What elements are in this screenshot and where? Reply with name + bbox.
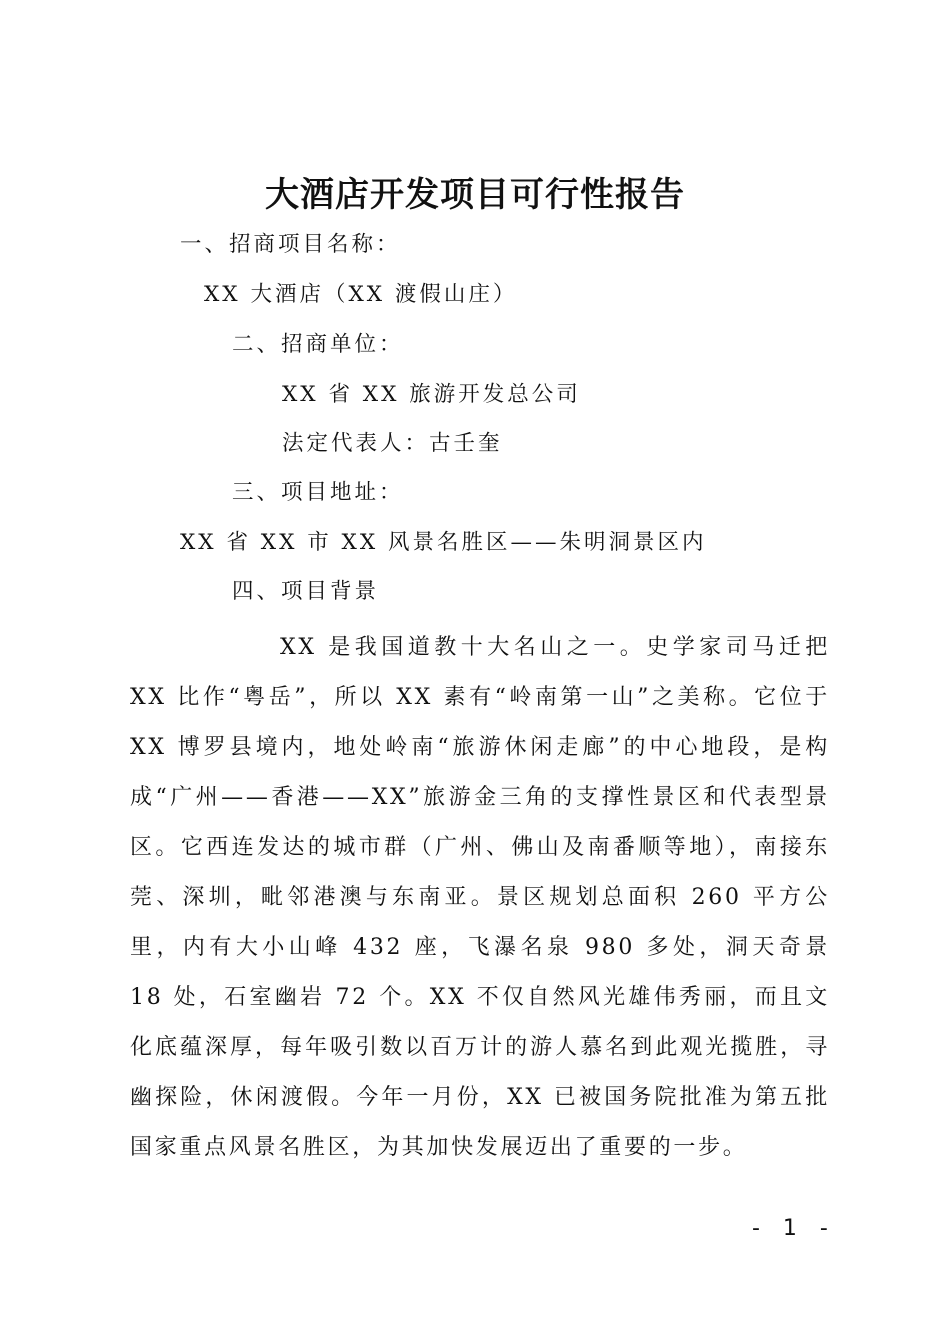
- background-paragraph: XX 是我国道教十大名山之一。史学家司马迁把 XX 比作“粤岳”，所以 XX 素有“岭南第一山”之美称。它位于 XX 博罗县境内，地处岭南“旅游休闲走廊”的中心地段，是构成“广州——香港——XX”旅游金三角的支撑性景区和代表型景区。它西连发达的城市群（广州、佛山及南番顺等地），南接东莞、深圳，毗邻港澳与东南亚。景区规划总面积 260 平方公里，内有大小山峰 432 座，飞瀑名泉 980 多处，洞天奇景 18 处，石室幽岩 72 个。XX 不仅自然风光雄伟秀丽，而且文化底蕴深厚，每年吸引数以百万计的游人慕名到此观光揽胜，寻幽探险，休闲渡假。今年一月份，XX 已被国务院批准为第五批国家重点风景名胜区，为其加快发展迈出了重要的一步。: [130, 635, 830, 1160]
- project-name: XX 大酒店（XX 渡假山庄）: [204, 282, 518, 307]
- legal-representative: 法定代表人：古壬奎: [282, 431, 503, 456]
- project-address: XX 省 XX 市 XX 风景名胜区——朱明洞景区内: [180, 530, 707, 555]
- page-number: - 1 -: [752, 1216, 836, 1241]
- company-name: XX 省 XX 旅游开发总公司: [282, 382, 581, 407]
- section-1-heading: 一、招商项目名称：: [180, 232, 401, 257]
- section-2-heading: 二、招商单位：: [232, 332, 404, 357]
- section-4-heading: 四、项目背景: [232, 579, 380, 604]
- document-title: 大酒店开发项目可行性报告: [265, 175, 685, 215]
- section-3-heading: 三、项目地址：: [232, 480, 404, 505]
